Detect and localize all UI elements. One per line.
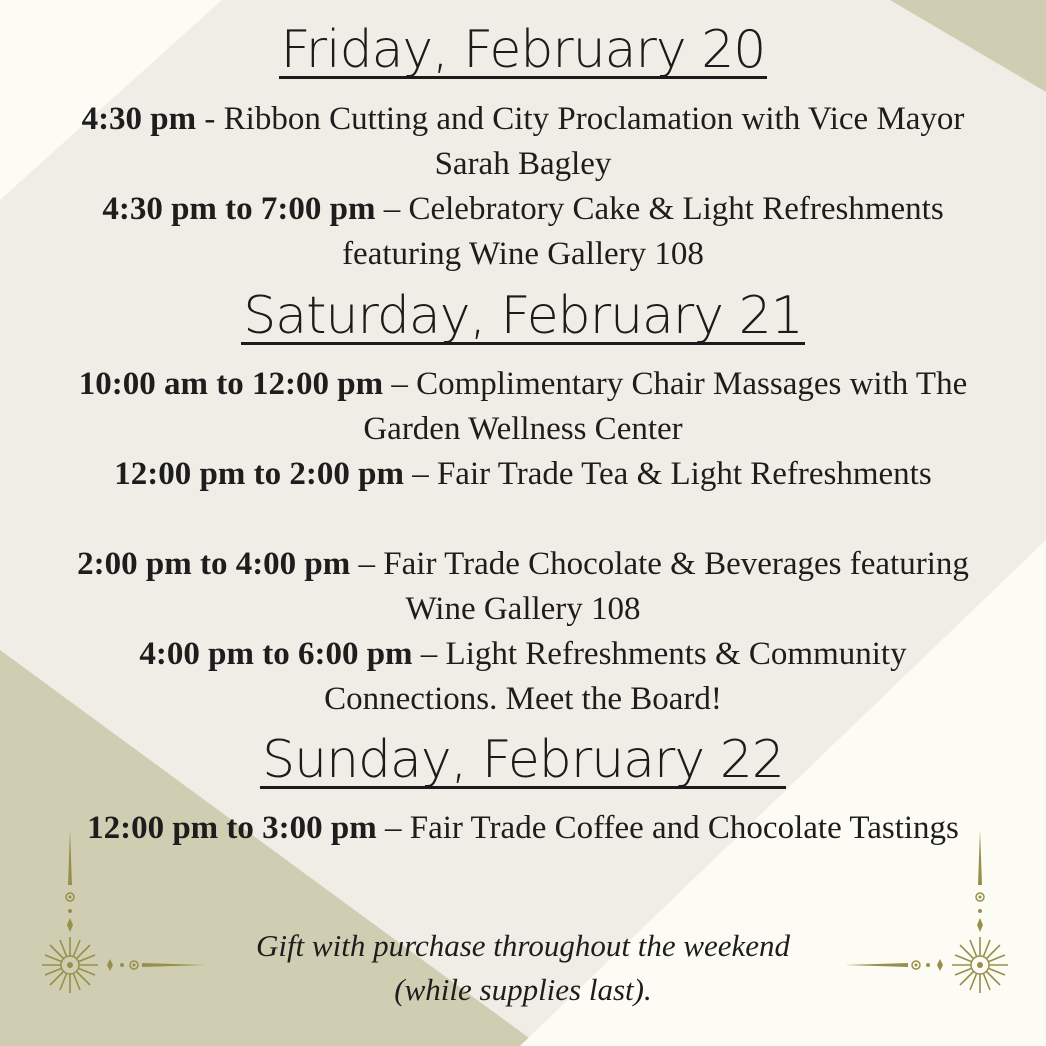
event-description: Fair Trade Coffee and Chocolate Tastings: [409, 810, 959, 846]
event-description: Fair Trade Tea & Light Refreshments: [436, 456, 932, 492]
day-heading-sunday: [0, 730, 1046, 790]
sparkle-star-ornament-icon: [840, 825, 1020, 1005]
saturday-event-1: 10:00 am to 12:00 pm – Complimentary Chair Massages with The Garden Wellness Center: [78, 366, 968, 447]
day-heading-friday: [0, 20, 1046, 80]
event-description: Complimentary Chair Massages with The Garden Wellness Center: [363, 366, 968, 447]
event-description: Fair Trade Chocolate & Beverages featuring Wine Gallery 108: [383, 546, 969, 627]
friday-event-2: 4:30 pm to 7:00 pm – Celebratory Cake & Light Refreshments featuring Wine Gallery 108: [102, 191, 944, 272]
day-heading-saturday: [0, 286, 1046, 346]
event-description: Light Refreshments & Community Connections. Meet the Board!: [324, 636, 907, 717]
sunday-event-1: 12:00 pm to 3:00 pm – Fair Trade Coffee and Chocolate Tastings: [87, 810, 959, 846]
saturday-event-3: 2:00 pm to 4:00 pm – Fair Trade Chocolate & Beverages featuring Wine Gallery 108: [77, 546, 969, 627]
event-time: 10:00 am to 12:00 pm: [78, 366, 384, 402]
event-time: 4:30 pm: [81, 101, 197, 137]
gift-note-line-1: Gift with purchase throughout the weekend: [255, 928, 791, 963]
saturday-event-2: 12:00 pm to 2:00 pm – Fair Trade Tea & Light Refreshments: [114, 456, 932, 492]
day-heading-text: Friday, February 20: [280, 20, 766, 80]
sparkle-star-ornament-icon: [30, 825, 210, 1005]
event-time: 12:00 pm to 2:00 pm: [114, 456, 404, 492]
gift-note-line-2: (while supplies last).: [394, 972, 652, 1007]
event-description: Celebratory Cake & Light Refreshments featuring Wine Gallery 108: [342, 191, 944, 272]
day-heading-text: Sunday, February 22: [262, 730, 784, 790]
saturday-event-4: 4:00 pm to 6:00 pm – Light Refreshments & Community Connections. Meet the Board!: [139, 636, 907, 717]
friday-event-1: 4:30 pm - Ribbon Cutting and City Proclamation with Vice Mayor Sarah Bagley: [81, 101, 965, 182]
event-time: 12:00 pm to 3:00 pm: [87, 810, 377, 846]
event-time: 2:00 pm to 4:00 pm: [77, 546, 351, 582]
event-time: 4:30 pm to 7:00 pm: [102, 191, 376, 227]
event-description: Ribbon Cutting and City Proclamation with Vice Mayor Sarah Bagley: [223, 101, 965, 182]
event-time: 4:00 pm to 6:00 pm: [139, 636, 413, 672]
day-heading-text: Saturday, February 21: [243, 286, 803, 346]
